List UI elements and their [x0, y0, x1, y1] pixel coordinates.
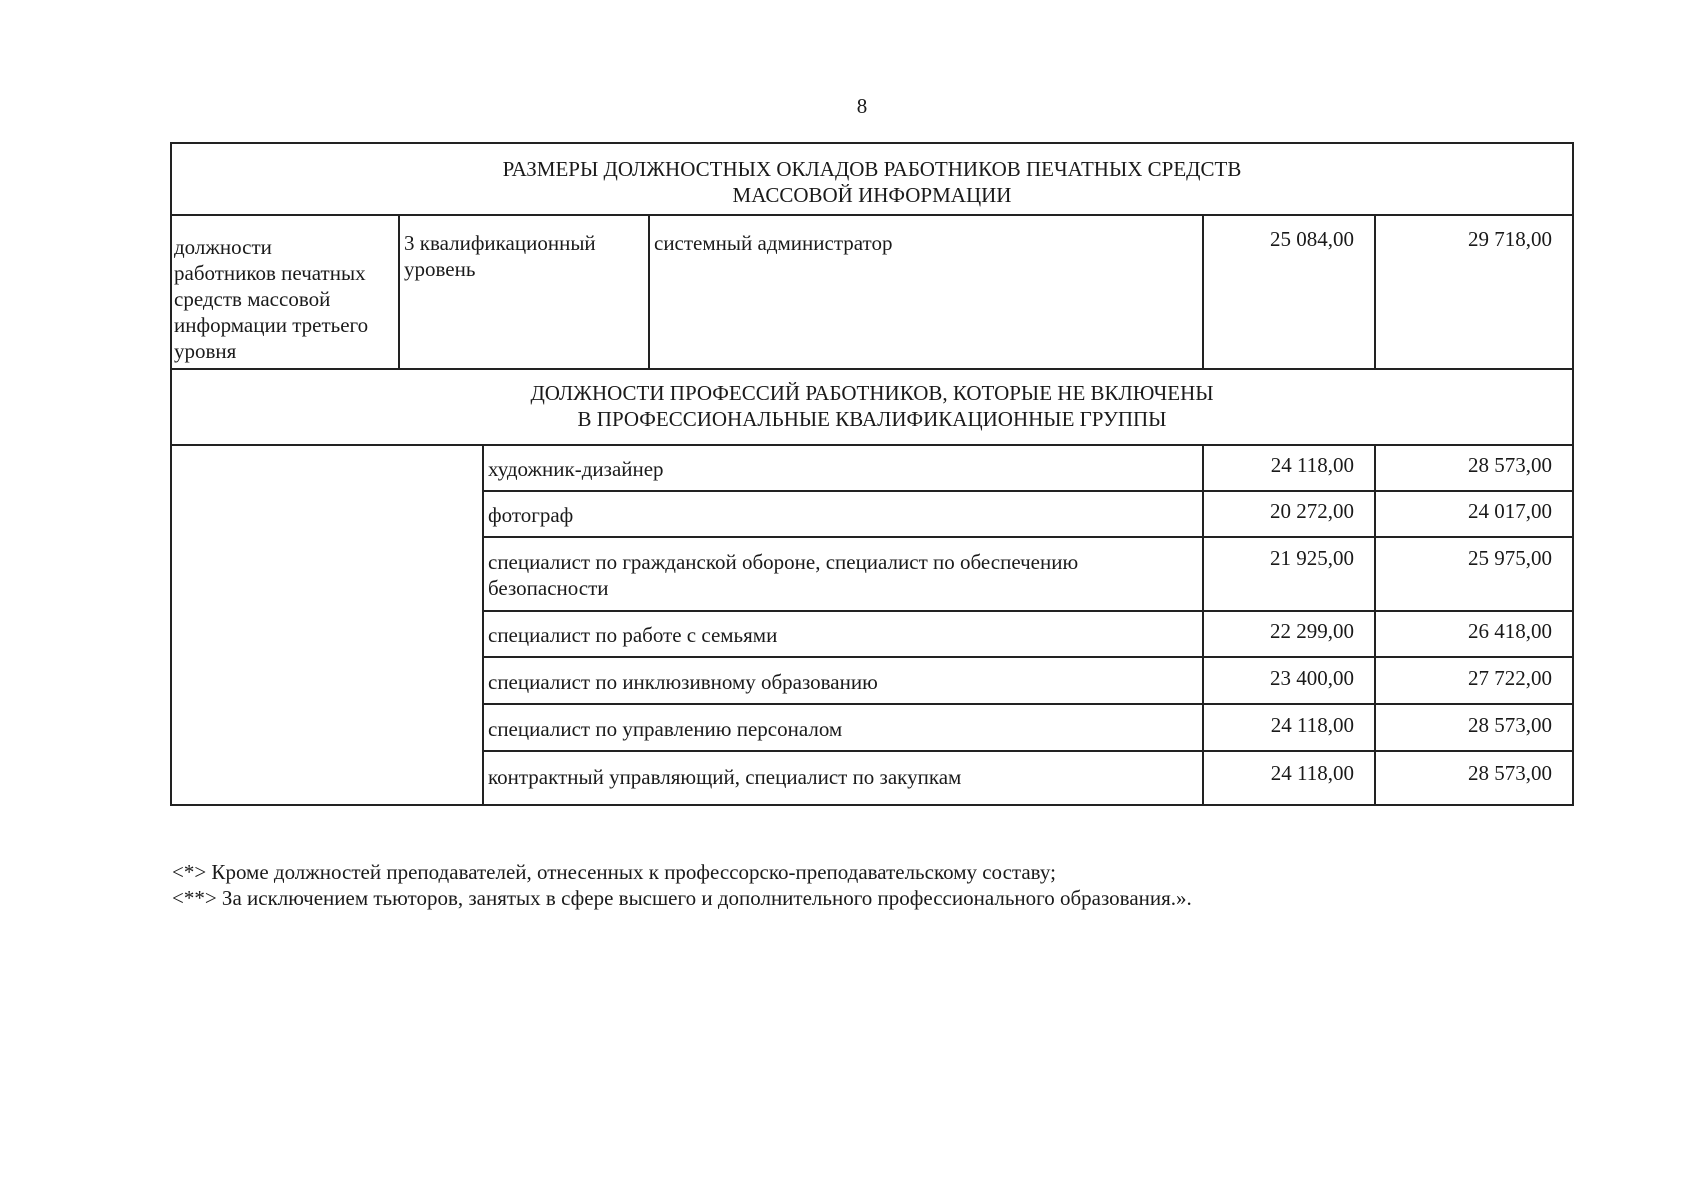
section-header-line: ДОЛЖНОСТИ ПРОФЕССИЙ РАБОТНИКОВ, КОТОРЫЕ НЕ ВКЛЮЧЕНЫ — [530, 381, 1214, 405]
column-divider — [482, 444, 484, 806]
salary-min-cell: 24 118,00 — [1270, 761, 1354, 785]
position-cell: фотограф — [488, 503, 574, 527]
salary-max-cell: 24 017,00 — [1468, 499, 1552, 523]
salary-max-cell: 28 573,00 — [1468, 761, 1552, 785]
salary-max-cell: 28 573,00 — [1468, 713, 1552, 737]
section-header-line: В ПРОФЕССИОНАЛЬНЫЕ КВАЛИФИКАЦИОННЫЕ ГРУППЫ — [577, 407, 1167, 431]
salary-max-cell: 25 975,00 — [1468, 546, 1552, 570]
position-line: специалист по гражданской обороне, специалист по обеспечению — [488, 550, 1079, 574]
section-divider — [170, 444, 1574, 446]
salary-max-cell: 29 718,00 — [1468, 227, 1552, 251]
row-divider — [482, 703, 1574, 705]
table-border-bottom — [170, 804, 1574, 806]
position-cell — [488, 549, 1078, 601]
page-number: 8 — [856, 94, 868, 118]
section-header-line: РАЗМЕРЫ ДОЛЖНОСТНЫХ ОКЛАДОВ РАБОТНИКОВ ПЕЧАТНЫХ СРЕДСТВ — [502, 157, 1242, 181]
salary-max-cell: 28 573,00 — [1468, 453, 1552, 477]
position-line: безопасности — [488, 576, 609, 600]
footnote: <*> Кроме должностей преподавателей, отнесенных к профессорско-преподавательскому составу; — [172, 860, 1056, 884]
row-divider — [482, 536, 1574, 538]
position-cell: художник-дизайнер — [488, 457, 664, 481]
group-line: уровня — [174, 339, 237, 363]
section-header — [170, 156, 1574, 208]
position-cell: контрактный управляющий, специалист по закупкам — [488, 765, 962, 789]
table-border-right — [1572, 142, 1574, 806]
salary-table — [170, 142, 1574, 806]
row-divider — [482, 656, 1574, 658]
salary-min-cell: 25 084,00 — [1270, 227, 1354, 251]
salary-min-cell: 21 925,00 — [1270, 546, 1354, 570]
salary-min-cell: 22 299,00 — [1270, 619, 1354, 643]
group-line: должности — [174, 235, 272, 259]
column-divider — [398, 214, 400, 368]
footnote: <**> За исключением тьюторов, занятых в сфере высшего и дополнительного профессионального образования.». — [172, 886, 1192, 910]
salary-min-cell: 24 118,00 — [1270, 713, 1354, 737]
group-cell — [174, 234, 368, 364]
position-cell: специалист по управлению персоналом — [488, 717, 843, 741]
section-header-line: МАССОВОЙ ИНФОРМАЦИИ — [732, 183, 1012, 207]
level-cell — [404, 230, 596, 282]
salary-max-cell: 26 418,00 — [1468, 619, 1552, 643]
column-divider — [648, 214, 650, 368]
table-border-top — [170, 142, 1574, 144]
position-cell: специалист по инклюзивному образованию — [488, 670, 878, 694]
salary-min-cell: 20 272,00 — [1270, 499, 1354, 523]
table-border-left — [170, 142, 172, 806]
level-line: уровень — [404, 257, 476, 281]
section-header — [170, 380, 1574, 432]
salary-min-cell: 24 118,00 — [1270, 453, 1354, 477]
group-line: работников печатных — [174, 261, 366, 285]
salary-min-cell: 23 400,00 — [1270, 666, 1354, 690]
row-divider — [482, 490, 1574, 492]
footnotes — [172, 859, 1572, 911]
group-line: средств массовой — [174, 287, 331, 311]
row-divider — [482, 610, 1574, 612]
position-cell: системный администратор — [654, 231, 893, 255]
level-line: 3 квалификационный — [404, 231, 596, 255]
section-divider — [170, 214, 1574, 216]
section-divider — [170, 368, 1574, 370]
group-line: информации третьего — [174, 313, 369, 337]
position-cell: специалист по работе с семьями — [488, 623, 778, 647]
row-divider — [482, 750, 1574, 752]
salary-max-cell: 27 722,00 — [1468, 666, 1552, 690]
